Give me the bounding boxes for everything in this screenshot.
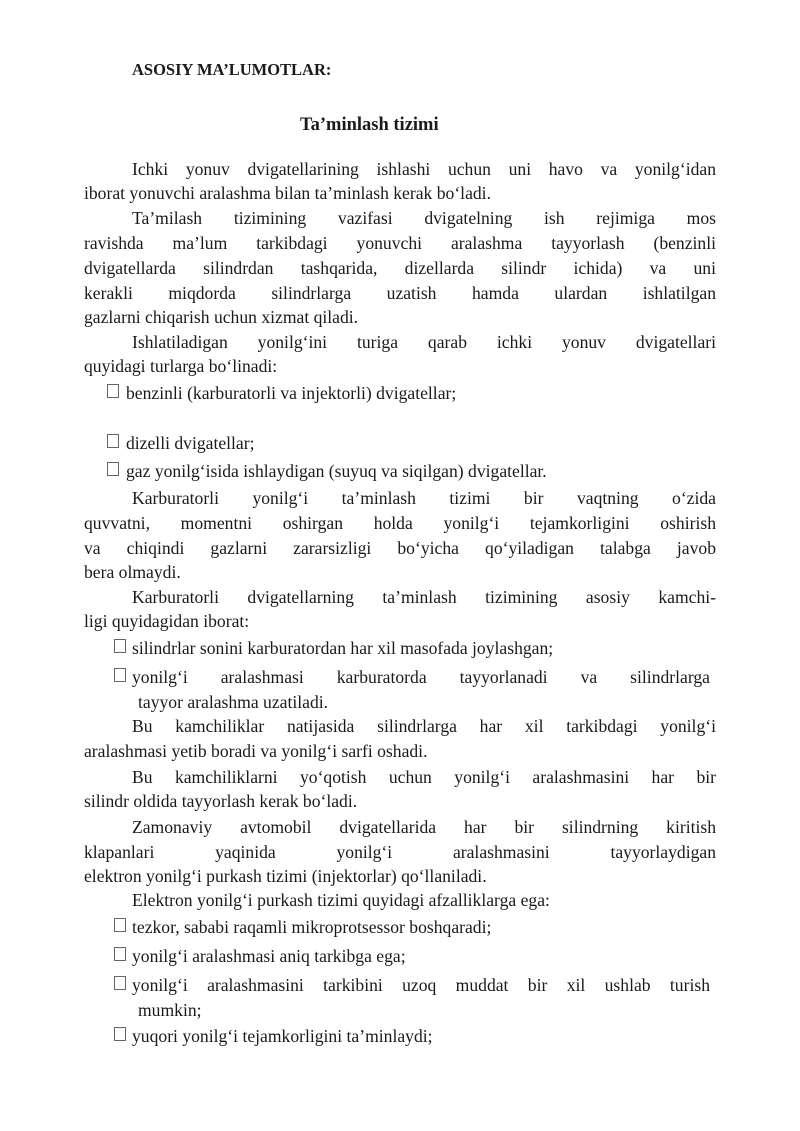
p2-line-2: ravishda ma’lum tarkibdagi yonuvchi aralashma tayyorlash (benzinli (84, 233, 716, 253)
p9-line-1: Elektron yonilg‘i purkash tizimi quyidagi afzalliklarga ega: (132, 890, 550, 910)
p5-line-2: ligi quyidagidan iborat: (84, 611, 250, 631)
p6-line-1: Bu kamchiliklar natijasida silindrlarga har xil tarkibdagi yonilg‘i (132, 716, 716, 736)
p6-line-2: aralashmasi yetib boradi va yonilg‘i sarfi oshadi. (84, 741, 428, 761)
p4-line-2: quvvatni, momentni oshirgan holda yonilg‘i tejamkorligini oshirish (84, 513, 716, 533)
list2-item-2: yonilg‘i aralashmasi karburatorda tayyorlanadi va silindrlarga (132, 667, 710, 687)
p3-line-1: Ishlatiladigan yonilg‘ini turiga qarab ichki yonuv dvigatellari (132, 332, 716, 352)
list3-item-3: yonilg‘i aralashmasini tarkibini uzoq muddat bir xil ushlab turish (132, 975, 710, 995)
bullet-icon (107, 384, 119, 398)
p7-line-2: silindr oldida tayyorlash kerak bo‘ladi. (84, 791, 358, 811)
p1-line-2: iborat yonuvchi aralashma bilan ta’minlash kerak bo‘ladi. (84, 183, 491, 203)
bullet-icon (107, 462, 119, 476)
p3-line-2: quyidagi turlarga bo‘linadi: (84, 356, 278, 376)
list2-item-2-cont: tayyor aralashma uzatiladi. (138, 692, 329, 712)
p7-line-1: Bu kamchiliklarni yo‘qotish uchun yonilg‘i aralashmasini har bir (132, 767, 716, 787)
p8-line-3: elektron yonilg‘i purkash tizimi (injektorlar) qo‘llaniladi. (84, 866, 487, 886)
p1-line-1: Ichki yonuv dvigatellarining ishlashi uchun uni havo va yonilg‘idan (132, 159, 716, 179)
p4-line-3: va chiqindi gazlarni zararsizligi bo‘yicha qo‘yiladigan talabga javob (84, 538, 716, 558)
list1-item-1: benzinli (karburatorli va injektorli) dvigatellar; (126, 383, 457, 403)
list3-item-2: yonilg‘i aralashmasi aniq tarkibga ega; (132, 946, 406, 966)
p5-line-1: Karburatorli dvigatellarning ta’minlash tizimining asosiy kamchi- (132, 587, 716, 607)
p8-line-1: Zamonaviy avtomobil dvigatellarida har bir silindrning kiritish (132, 817, 716, 837)
p4-line-1: Karburatorli yonilg‘i ta’minlash tizimi bir vaqtning o‘zida (132, 488, 716, 508)
bullet-icon (114, 668, 126, 682)
p2-line-3: dvigatellarda silindrdan tashqarida, dizellarda silindr ichida) va uni (84, 258, 716, 278)
p4-line-4: bera olmaydi. (84, 562, 181, 582)
p2-line-1: Ta’milash tizimining vazifasi dvigatelning ish rejimiga mos (132, 208, 716, 228)
section-title: ASOSIY MA’LUMOTLAR: (132, 60, 332, 79)
bullet-icon (114, 947, 126, 961)
p2-line-4: kerakli miqdorda silindrlarga uzatish hamda ulardan ishlatilgan (84, 283, 716, 303)
p8-line-2: klapanlari yaqinida yonilg‘i aralashmasini tayyorlaydigan (84, 842, 716, 862)
bullet-icon (114, 918, 126, 932)
bullet-icon (114, 976, 126, 990)
list2-item-1: silindrlar sonini karburatordan har xil masofada joylashgan; (132, 638, 554, 658)
list1-item-3: gaz yonilg‘isida ishlaydigan (suyuq va siqilgan) dvigatellar. (126, 461, 547, 481)
list1-item-2: dizelli dvigatellar; (126, 433, 255, 453)
list3-item-1: tezkor, sababi raqamli mikroprotsessor boshqaradi; (132, 917, 492, 937)
list3-item-3-cont: mumkin; (138, 1000, 202, 1020)
bullet-icon (114, 1027, 126, 1041)
bullet-icon (107, 434, 119, 448)
bullet-icon (114, 639, 126, 653)
p2-line-5: gazlarni chiqarish uchun xizmat qiladi. (84, 307, 359, 327)
section-subtitle: Ta’minlash tizimi (300, 115, 439, 135)
list3-item-4: yuqori yonilg‘i tejamkorligini ta’minlaydi; (132, 1026, 433, 1046)
